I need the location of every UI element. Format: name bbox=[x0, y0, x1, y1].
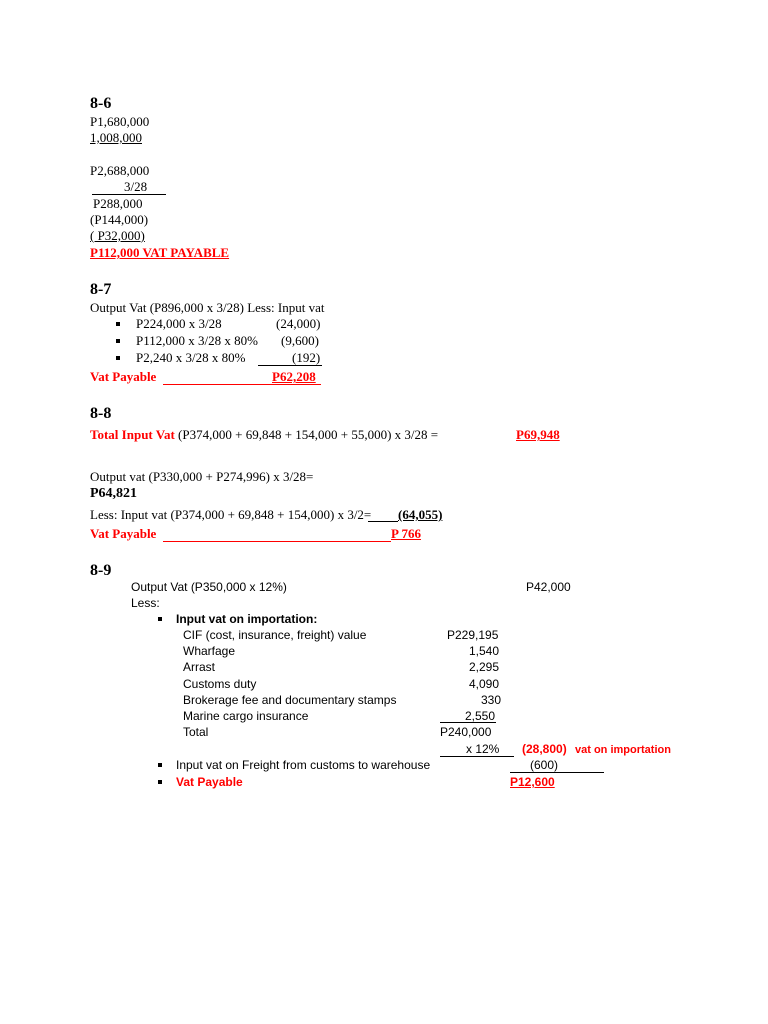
import-vat-note: vat on importation bbox=[575, 744, 671, 756]
total-label: Total bbox=[183, 725, 209, 739]
underline-rule bbox=[92, 194, 166, 195]
heading-8-8: 8-8 bbox=[90, 405, 112, 422]
less-label: Less: bbox=[131, 596, 160, 610]
row-label: Marine cargo insurance bbox=[183, 709, 309, 723]
output-vat-line: Output Vat (P350,000 x 12%) bbox=[131, 580, 287, 594]
item-value: (9,600) bbox=[281, 333, 319, 348]
intro-line: Output Vat (P896,000 x 3/28) Less: Input vat bbox=[90, 300, 325, 315]
heading-8-7: 8-7 bbox=[90, 281, 112, 298]
amount-line: 1,008,000 bbox=[90, 130, 142, 145]
item-value: (24,000) bbox=[276, 316, 321, 331]
output-vat-value: P64,821 bbox=[90, 486, 138, 501]
item-label: P112,000 x 3/28 x 80% bbox=[136, 333, 258, 348]
bullet-icon bbox=[116, 339, 120, 343]
amount-line: P2,688,000 bbox=[90, 163, 150, 178]
total-input-vat-formula: (P374,000 + 69,848 + 154,000 + 55,000) x 3/28 = bbox=[178, 427, 439, 442]
less-input-vat-value: (64,055) bbox=[398, 507, 443, 522]
underline-rule bbox=[163, 541, 391, 542]
import-vat-value: (28,800) bbox=[522, 742, 567, 756]
total-input-vat-value: P69,948 bbox=[516, 427, 560, 442]
row-label: Arrast bbox=[183, 660, 216, 674]
bullet-icon bbox=[158, 763, 162, 767]
underline-rule bbox=[440, 756, 514, 757]
bullet-icon bbox=[116, 322, 120, 326]
item-label: P224,000 x 3/28 bbox=[136, 316, 222, 331]
vat-payable-label: Vat Payable bbox=[176, 775, 243, 789]
total-input-vat-label: Total Input Vat bbox=[90, 427, 175, 442]
row-value: 2,550 bbox=[465, 709, 496, 723]
row-value: 330 bbox=[481, 693, 502, 707]
output-vat-line: Output vat (P330,000 + P274,996) x 3/28= bbox=[90, 469, 314, 484]
less-input-vat-line: Less: Input vat (P374,000 + 69,848 + 154,000) x 3/2= bbox=[90, 507, 372, 522]
item-value: (192) bbox=[292, 350, 321, 365]
row-label: Wharfage bbox=[183, 644, 236, 658]
amount-line: ( P32,000) bbox=[90, 228, 145, 243]
row-value: 4,090 bbox=[469, 677, 500, 691]
underline-rule bbox=[258, 365, 322, 366]
output-vat-value: P42,000 bbox=[526, 580, 571, 594]
total-input-vat-line bbox=[90, 427, 438, 443]
vat-payable-value: P12,600 bbox=[510, 775, 555, 789]
underline-rule bbox=[440, 722, 496, 723]
row-value: P229,195 bbox=[447, 628, 499, 642]
vat-payable-value: P62,208 bbox=[272, 369, 316, 384]
fraction-line: 3/28 bbox=[124, 179, 148, 194]
row-value: 1,540 bbox=[469, 644, 500, 658]
row-value: 2,295 bbox=[469, 660, 500, 674]
freight-value: (600) bbox=[530, 758, 559, 772]
heading-8-6: 8-6 bbox=[90, 95, 112, 112]
vat-payable-result: P112,000 VAT PAYABLE bbox=[90, 245, 230, 260]
bullet-icon bbox=[158, 780, 162, 784]
amount-line: P1,680,000 bbox=[90, 114, 150, 129]
underline-rule bbox=[368, 521, 398, 522]
bullet-icon bbox=[116, 356, 120, 360]
row-label: Customs duty bbox=[183, 677, 257, 691]
rate-value: x 12% bbox=[466, 742, 500, 756]
row-label: Brokerage fee and documentary stamps bbox=[183, 693, 397, 707]
underline-rule bbox=[510, 772, 604, 773]
vat-payable-value: P 766 bbox=[391, 526, 421, 541]
amount-line: (P144,000) bbox=[90, 212, 149, 227]
row-label: CIF (cost, insurance, freight) value bbox=[183, 628, 367, 642]
bullet-icon bbox=[158, 617, 162, 621]
total-value: P240,000 bbox=[440, 725, 492, 739]
item-label: P2,240 x 3/28 x 80% bbox=[136, 350, 246, 365]
vat-payable-label: Vat Payable bbox=[90, 526, 157, 541]
importation-heading: Input vat on importation: bbox=[176, 612, 318, 626]
freight-label: Input vat on Freight from customs to warehouse bbox=[176, 758, 431, 772]
vat-payable-label: Vat Payable bbox=[90, 369, 157, 384]
amount-line: P288,000 bbox=[93, 196, 143, 211]
heading-8-9: 8-9 bbox=[90, 562, 112, 579]
